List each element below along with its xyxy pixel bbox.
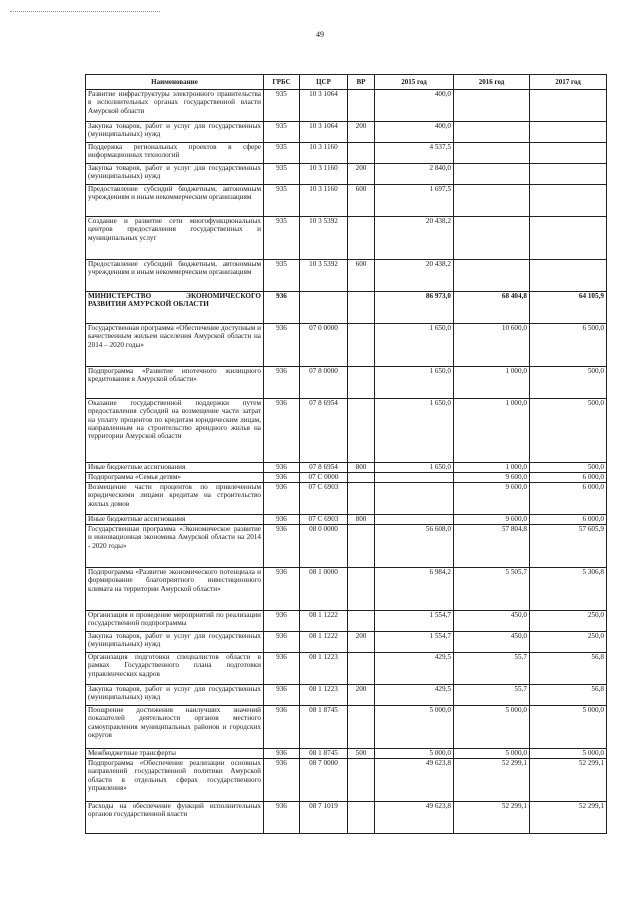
cell-name: Предоставление субсидий бюджетным, автономным учреждениям и иным некоммерческим организациям [86, 260, 264, 292]
table-row [86, 706, 607, 749]
cell-2016: 52 299,1 [454, 802, 530, 834]
cell-vr [348, 653, 375, 685]
cell-vr: 200 [348, 164, 375, 185]
cell-csr: 07 8 0000 [300, 367, 348, 399]
cell-grbs: 936 [264, 568, 300, 611]
table-row [86, 759, 607, 802]
cell-2017 [530, 164, 607, 185]
cell-2015 [375, 473, 454, 483]
cell-grbs: 936 [264, 802, 300, 834]
cell-grbs: 936 [264, 292, 300, 324]
table-row [86, 568, 607, 611]
cell-grbs: 936 [264, 525, 300, 568]
cell-vr [348, 90, 375, 122]
cell-2016 [454, 164, 530, 185]
table-row [86, 749, 607, 759]
cell-csr: 08 0 0000 [300, 525, 348, 568]
cell-2015: 1 554,7 [375, 632, 454, 653]
cell-grbs: 935 [264, 164, 300, 185]
page-number: 49 [316, 30, 324, 39]
cell-grbs: 936 [264, 324, 300, 367]
cell-name: Закупка товаров, работ и услуг для государственных (муниципальных) нужд [86, 685, 264, 706]
cell-grbs: 936 [264, 749, 300, 759]
cell-vr: 800 [348, 463, 375, 473]
cell-csr: 08 1 1222 [300, 611, 348, 632]
cell-2017 [530, 122, 607, 143]
cell-vr [348, 324, 375, 367]
cell-name: Предоставление субсидий бюджетным, автономным учреждениям и иным некоммерческим организациям [86, 185, 264, 217]
cell-2015: 400,0 [375, 122, 454, 143]
cell-name: Организация и проведение мероприятий по реализации государственной подпрограммы [86, 611, 264, 632]
table-row [86, 802, 607, 834]
cell-csr: 08 1 8745 [300, 749, 348, 759]
cell-2016: 9 600,0 [454, 515, 530, 525]
table-row [86, 483, 607, 515]
cell-grbs: 936 [264, 653, 300, 685]
cell-grbs: 935 [264, 185, 300, 217]
cell-grbs: 936 [264, 632, 300, 653]
cell-2016 [454, 217, 530, 260]
cell-grbs: 936 [264, 611, 300, 632]
cell-2017: 56,8 [530, 685, 607, 706]
table-row [86, 525, 607, 568]
cell-name: Подпрограмма «Обеспечение реализации основных направлений государственной политики Амурской области в отдельных сферах государственного управления» [86, 759, 264, 802]
cell-2016 [454, 143, 530, 164]
cell-csr: 07 C 6903 [300, 483, 348, 515]
cell-2017 [530, 185, 607, 217]
cell-grbs: 936 [264, 473, 300, 483]
cell-csr: 10 3 5392 [300, 217, 348, 260]
budget-table [85, 74, 607, 834]
cell-2017: 6 000,0 [530, 473, 607, 483]
cell-2017: 6 500,0 [530, 324, 607, 367]
cell-vr: 200 [348, 632, 375, 653]
cell-grbs: 936 [264, 463, 300, 473]
cell-vr [348, 802, 375, 834]
cell-grbs: 936 [264, 399, 300, 463]
cell-csr: 07 C 6903 [300, 515, 348, 525]
cell-name: Оказание государственной поддержки путем предоставления субсидий на возмещение части затрат на уплату процентов по кредитам юридическим лицам, направленным на строительство арендного жилья на территории Амурской области [86, 399, 264, 463]
table-row [86, 143, 607, 164]
cell-csr: 08 1 1223 [300, 685, 348, 706]
cell-2016: 450,0 [454, 632, 530, 653]
cell-2017: 250,0 [530, 632, 607, 653]
cell-grbs: 935 [264, 122, 300, 143]
cell-grbs: 936 [264, 685, 300, 706]
cell-csr: 07 8 6954 [300, 399, 348, 463]
cell-csr: 08 7 1019 [300, 802, 348, 834]
cell-2016 [454, 122, 530, 143]
cell-2015: 4 537,5 [375, 143, 454, 164]
cell-vr: 800 [348, 515, 375, 525]
cell-csr: 10 3 1160 [300, 164, 348, 185]
cell-name: Закупка товаров, работ и услуг для государственных (муниципальных) нужд [86, 164, 264, 185]
cell-vr [348, 759, 375, 802]
cell-2017: 6 000,0 [530, 483, 607, 515]
cell-vr: 200 [348, 685, 375, 706]
cell-2016: 1 000,0 [454, 399, 530, 463]
cell-name: Расходы на обеспечение функций исполнительных органов государственной власти [86, 802, 264, 834]
cell-csr: 10 3 1064 [300, 122, 348, 143]
cell-vr [348, 143, 375, 164]
cell-2017 [530, 90, 607, 122]
table-row [86, 260, 607, 292]
table-row [86, 473, 607, 483]
cell-2017 [530, 260, 607, 292]
cell-2015: 5 000,0 [375, 749, 454, 759]
cell-grbs: 935 [264, 143, 300, 164]
cell-2016: 52 299,1 [454, 759, 530, 802]
cell-2015: 5 000,0 [375, 706, 454, 749]
cell-name: Подпрограмма «Семья детям» [86, 473, 264, 483]
cell-name: Подпрограмма «Развитие экономического потенциала и формирование благоприятного инвестиционного климата на территории Амурской области» [86, 568, 264, 611]
cell-2017: 250,0 [530, 611, 607, 632]
cell-csr: 08 1 0000 [300, 568, 348, 611]
cell-2015: 20 438,2 [375, 217, 454, 260]
cell-name: Поощрение достижения наилучших значений показателей деятельности органов местного самоуправления муниципальных районов и городских округов [86, 706, 264, 749]
cell-2015 [375, 483, 454, 515]
cell-2015: 1 697,5 [375, 185, 454, 217]
table-row [86, 324, 607, 367]
cell-2017: 57 605,9 [530, 525, 607, 568]
cell-vr [348, 217, 375, 260]
header-csr: ЦСР [300, 75, 348, 90]
header-2015: 2015 год [375, 75, 454, 90]
cell-2015: 49 623,8 [375, 802, 454, 834]
table-row [86, 685, 607, 706]
cell-csr: 08 7 0000 [300, 759, 348, 802]
cell-2015: 2 840,0 [375, 164, 454, 185]
cell-2015: 429,5 [375, 685, 454, 706]
cell-2016: 1 000,0 [454, 367, 530, 399]
cell-grbs: 935 [264, 260, 300, 292]
cell-2016: 1 000,0 [454, 463, 530, 473]
cell-vr [348, 292, 375, 324]
cell-2015: 6 984,2 [375, 568, 454, 611]
cell-2017: 6 000,0 [530, 515, 607, 525]
cell-2016: 5 505,7 [454, 568, 530, 611]
cell-vr [348, 611, 375, 632]
cell-vr [348, 473, 375, 483]
cell-csr: 10 3 1160 [300, 143, 348, 164]
cell-csr: 10 3 1064 [300, 90, 348, 122]
cell-name: Организация подготовки специалистов области в рамках Государственного плана подготовки управленческих кадров [86, 653, 264, 685]
table-row [86, 515, 607, 525]
cell-name: Закупка товаров, работ и услуг для государственных (муниципальных) нужд [86, 122, 264, 143]
cell-2016 [454, 260, 530, 292]
cell-2015: 49 623,8 [375, 759, 454, 802]
cell-name: Государственная программа «Обеспечение доступным и качественным жильем населения Амурской области на 2014 – 2020 годы» [86, 324, 264, 367]
cell-2017: 52 299,1 [530, 759, 607, 802]
cell-2017: 5 000,0 [530, 749, 607, 759]
header-name: Наименование [86, 75, 264, 90]
table-row [86, 653, 607, 685]
cell-2015: 400,0 [375, 90, 454, 122]
cell-2016: 68 404,8 [454, 292, 530, 324]
cell-2017: 500,0 [530, 463, 607, 473]
cell-csr: 08 1 1222 [300, 632, 348, 653]
header-2016: 2016 год [454, 75, 530, 90]
cell-grbs: 936 [264, 515, 300, 525]
cell-2015: 1 650,0 [375, 463, 454, 473]
cell-vr [348, 706, 375, 749]
cell-2016: 55,7 [454, 653, 530, 685]
cell-name: Создание и развитие сети многофункциональных центров предоставления государственных и муниципальных услуг [86, 217, 264, 260]
cell-vr: 200 [348, 122, 375, 143]
cell-2017: 52 299,1 [530, 802, 607, 834]
cell-2017: 500,0 [530, 367, 607, 399]
cell-2016: 450,0 [454, 611, 530, 632]
cell-2017 [530, 143, 607, 164]
cell-2015: 20 438,2 [375, 260, 454, 292]
cell-2017: 500,0 [530, 399, 607, 463]
cell-2016: 5 000,0 [454, 706, 530, 749]
cell-csr: 10 3 5392 [300, 260, 348, 292]
table-row [86, 122, 607, 143]
cell-2015: 1 554,7 [375, 611, 454, 632]
table-row [86, 367, 607, 399]
cell-grbs: 936 [264, 706, 300, 749]
cell-csr: 07 C 0000 [300, 473, 348, 483]
cell-csr: 08 1 1223 [300, 653, 348, 685]
cell-vr [348, 525, 375, 568]
cell-2015: 1 650,0 [375, 367, 454, 399]
cell-grbs: 936 [264, 759, 300, 802]
cell-grbs: 935 [264, 217, 300, 260]
cell-csr: 07 8 6954 [300, 463, 348, 473]
cell-2016: 55,7 [454, 685, 530, 706]
cell-2016: 57 804,8 [454, 525, 530, 568]
table-row [86, 90, 607, 122]
cell-2016: 10 600,0 [454, 324, 530, 367]
table-row [86, 632, 607, 653]
cell-name: Подпрограмма «Развитие ипотечного жилищного кредитования в Амурской области» [86, 367, 264, 399]
cell-csr: 10 3 1160 [300, 185, 348, 217]
table-row [86, 185, 607, 217]
header-grbs: ГРБС [264, 75, 300, 90]
cell-csr [300, 292, 348, 324]
cell-name: Иные бюджетные ассигнования [86, 463, 264, 473]
cell-name: Государственная программа «Экономическое развитие и инновационная экономика Амурской области на 2014 - 2020 годы» [86, 525, 264, 568]
cell-2016 [454, 185, 530, 217]
cell-2015 [375, 515, 454, 525]
header-2017: 2017 год [530, 75, 607, 90]
table-row [86, 611, 607, 632]
cell-2015: 429,5 [375, 653, 454, 685]
cell-2016: 5 000,0 [454, 749, 530, 759]
cell-vr [348, 399, 375, 463]
cell-name: Межбюджетные трансферты [86, 749, 264, 759]
cell-2015: 1 650,0 [375, 324, 454, 367]
cell-vr [348, 483, 375, 515]
cell-csr: 07 0 0000 [300, 324, 348, 367]
cell-csr: 08 1 8745 [300, 706, 348, 749]
table-row [86, 217, 607, 260]
scan-margin-mark [10, 11, 160, 13]
cell-vr: 600 [348, 185, 375, 217]
table-body [86, 90, 607, 834]
cell-grbs: 936 [264, 483, 300, 515]
table-header-row [86, 75, 607, 90]
table-row [86, 399, 607, 463]
cell-grbs: 936 [264, 367, 300, 399]
cell-name: Возмещение части процентов по привлеченным юридическими лицами кредитам на строительство жилых домов [86, 483, 264, 515]
cell-name: Иные бюджетные ассигнования [86, 515, 264, 525]
cell-2017: 56,8 [530, 653, 607, 685]
cell-name: МИНИСТЕРСТВО ЭКОНОМИЧЕСКОГО РАЗВИТИЯ АМУРСКОЙ ОБЛАСТИ [86, 292, 264, 324]
cell-2017: 5 000,0 [530, 706, 607, 749]
cell-grbs: 935 [264, 90, 300, 122]
cell-2017: 5 306,8 [530, 568, 607, 611]
cell-2016 [454, 90, 530, 122]
cell-2017 [530, 217, 607, 260]
cell-2016: 9 600,0 [454, 483, 530, 515]
cell-2015: 56 608,0 [375, 525, 454, 568]
cell-2015: 1 650,0 [375, 399, 454, 463]
table-row [86, 463, 607, 473]
header-vr: ВР [348, 75, 375, 90]
cell-2017: 64 105,9 [530, 292, 607, 324]
cell-vr: 600 [348, 260, 375, 292]
cell-vr: 500 [348, 749, 375, 759]
table-row [86, 164, 607, 185]
cell-vr [348, 367, 375, 399]
cell-name: Поддержка региональных проектов в сфере информационных технологий [86, 143, 264, 164]
cell-name: Закупка товаров, работ и услуг для государственных (муниципальных) нужд [86, 632, 264, 653]
cell-2016: 9 600,0 [454, 473, 530, 483]
table-row [86, 292, 607, 324]
cell-name: Развитие инфраструктуры электронного правительства в исполнительных органах государственной власти Амурской области [86, 90, 264, 122]
cell-vr [348, 568, 375, 611]
cell-2015: 86 973,0 [375, 292, 454, 324]
